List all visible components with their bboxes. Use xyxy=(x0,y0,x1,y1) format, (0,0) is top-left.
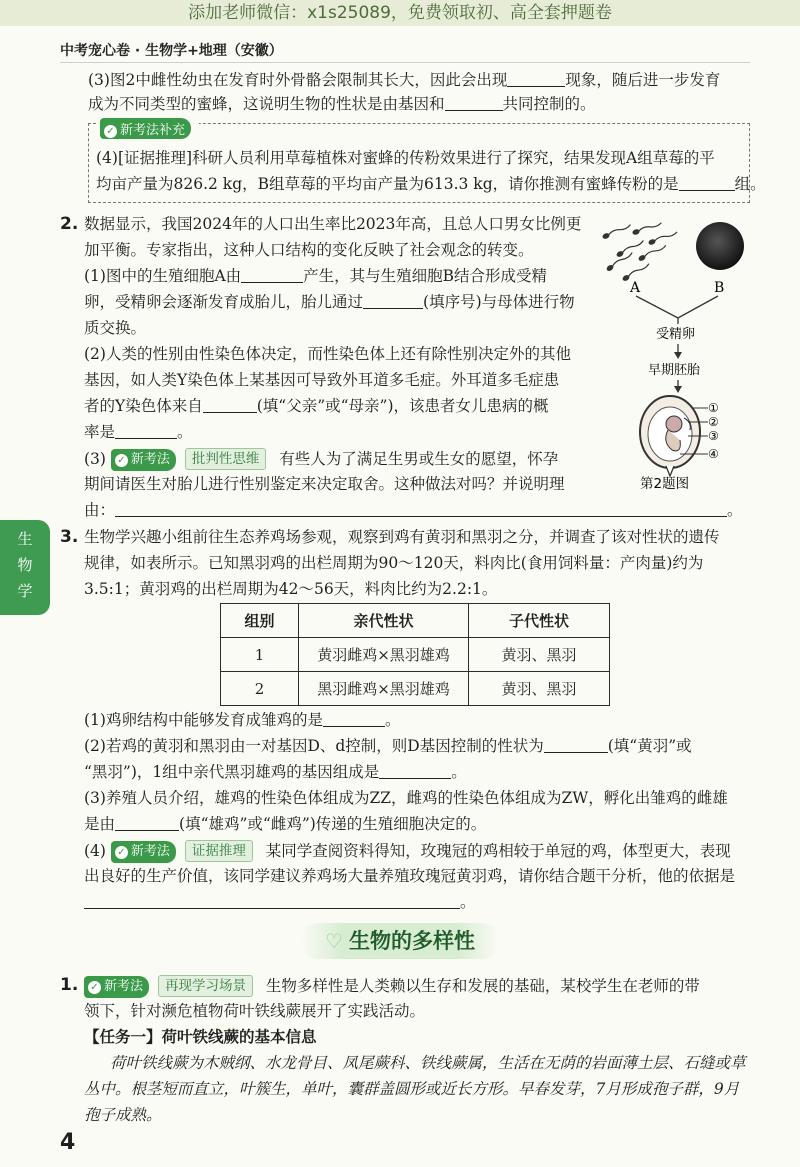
running-header: 中考宠心卷 · 生物学+地理（安徽） xyxy=(60,43,283,59)
q3-line-3: 3.5:1；黄羽鸡的出栏周期为42～56天，料肉比约为2.2:1。 xyxy=(84,580,498,598)
answer-blank[interactable] xyxy=(544,738,608,753)
top-banner: 添加老师微信：x1s25089，免费领取初、高全套押题卷 xyxy=(0,0,800,26)
q2-line-3: (1)图中的生殖细胞A由 产生，其与生殖细胞B结合形成受精 xyxy=(84,267,548,285)
q2-line-5: 质交换。 xyxy=(84,319,147,337)
skill-tag: 批判性思维 xyxy=(185,448,267,470)
p1-line-3: (4)[证据推理]科研人员利用草莓植株对蜜蜂的传粉效果进行了探究，结果发现A组草莓的平 xyxy=(96,149,715,167)
q3-line-1: 生物学兴趣小组前往生态养鸡场参观，观察到鸡有黄羽和黑羽之分，并调查了该对性状的遗传 xyxy=(84,528,720,546)
b1-line-2: 领下，针对濒危植物荷叶铁线蕨展开了实践活动。 xyxy=(84,1002,426,1020)
q2-line-11: 期间请医生对胎儿进行性别鉴定来决定取舍。这种做法对吗？并说明理 xyxy=(84,475,565,493)
q2-line-9: 率是 。 xyxy=(84,423,193,441)
q2-line-6: (2)人类的性别由性染色体决定，而性染色体上还有除性别决定外的其他 xyxy=(84,345,571,363)
table-cell: 黄羽雌鸡×黑羽雄鸡 xyxy=(299,638,469,672)
p1-line-4: 均亩产量为826.2 kg，B组草莓的平均亩产量为613.3 kg，请你推测有蜜蜂传粉的是 组。 xyxy=(96,175,766,193)
new-method-tag: ✓ 新考法 xyxy=(111,841,176,863)
answer-blank[interactable] xyxy=(323,712,385,727)
leaf-icon: ✓ xyxy=(115,846,128,859)
table-header: 组别 xyxy=(221,604,299,638)
table-cell: 黄羽、黑羽 xyxy=(469,638,610,672)
side-tab-char: 物 xyxy=(17,556,33,574)
table-cell: 2 xyxy=(221,672,299,706)
heart-icon: ♡ xyxy=(325,929,343,953)
q2-line-8: 者的Y染色体来自 (填“父亲”或“母亲”)，该患者女儿患病的概 xyxy=(84,397,549,415)
label-a: A xyxy=(630,280,641,296)
q3-sub-5: 是由 (填“雄鸡”或“雌鸡”)传递的生殖细胞决定的。 xyxy=(84,815,487,833)
answer-blank[interactable] xyxy=(679,176,735,191)
leaf-icon: ✓ xyxy=(115,454,128,467)
question-number: 2. xyxy=(60,214,79,234)
subject-side-tab xyxy=(0,520,50,615)
merge-arrow-lines xyxy=(636,296,718,324)
b1-line-1: ✓ 新考法 再现学习场景 生物多样性是人类赖以生存和发展的基础，某校学生在老师的带 xyxy=(84,975,700,998)
embryo-label: 早期胚胎 xyxy=(648,363,701,378)
answer-blank[interactable] xyxy=(115,502,727,517)
table-cell: 黄羽、黑羽 xyxy=(469,672,610,706)
skill-tag: 证据推理 xyxy=(185,840,253,862)
leaf-icon: ✓ xyxy=(88,981,101,994)
label-b: B xyxy=(714,280,725,296)
new-method-tag: ✓ 新考法补充 xyxy=(100,118,191,139)
answer-blank[interactable] xyxy=(445,96,503,111)
answer-blank[interactable] xyxy=(115,424,177,439)
task-heading: 【任务一】荷叶铁线蕨的基本信息 xyxy=(84,1028,317,1046)
q2-line-2: 加平衡。专家指出，这种人口结构的变化反映了社会观念的转变。 xyxy=(84,241,534,259)
new-method-tag: ✓ 新考法 xyxy=(84,976,149,998)
q3-sub-2: (2)若鸡的黄羽和黑羽由一对基因D、d控制，则D基因控制的性状为 (填“黄羽”或 xyxy=(84,737,692,755)
answer-blank[interactable] xyxy=(241,268,303,283)
table-cell: 1 xyxy=(221,638,299,672)
table-header-row xyxy=(221,604,610,638)
answer-blank[interactable] xyxy=(115,816,179,831)
q2-line-12: 由： 。 xyxy=(84,501,743,519)
table-header: 亲代性状 xyxy=(299,604,469,638)
answer-blank[interactable] xyxy=(84,894,460,909)
answer-blank[interactable] xyxy=(379,764,451,779)
section-title: ♡ 生物的多样性 xyxy=(300,923,500,959)
answer-blank[interactable] xyxy=(507,72,565,87)
q2-line-10: (3) ✓ 新考法 批判性思维 有些人为了满足生男或生女的愿望，怀孕 xyxy=(84,448,558,471)
q3-sub-7: 出良好的生产价值，该同学建议养鸡场大量养殖玫瑰冠黄羽鸡，请你结合题干分析，他的依据是 xyxy=(84,867,736,885)
figure-caption: 第2题图 xyxy=(640,476,690,492)
side-tab-char: 生 xyxy=(17,530,33,548)
table-cell: 黑羽雌鸡×黑羽雄鸡 xyxy=(299,672,469,706)
b1-para-1: 荷叶铁线蕨为木贼纲、水龙骨目、凤尾蕨科、铁线蕨属，生活在无荫的岩面薄土层、石缝或草 xyxy=(110,1054,746,1072)
b1-para-3: 孢子成熟。 xyxy=(84,1106,162,1124)
page-number: 4 xyxy=(60,1130,76,1155)
q3-line-2: 规律，如表所示。已知黑羽鸡的出栏周期为90～120天，料肉比(食用饲料量：产肉量)约为 xyxy=(84,554,704,572)
q3-sub-6: (4) ✓ 新考法 证据推理 某同学查阅资料得知，玫瑰冠的鸡相较于单冠的鸡，体型更大，表现 xyxy=(84,840,731,863)
answer-blank[interactable] xyxy=(203,398,257,413)
table-header: 子代性状 xyxy=(469,604,610,638)
leaf-icon: ✓ xyxy=(104,125,117,138)
zygote-label: 受精卵 xyxy=(656,327,696,342)
inheritance-table xyxy=(220,603,610,706)
structure-label-2: ② xyxy=(708,415,719,429)
answer-blank[interactable] xyxy=(363,294,423,309)
q2-line-7: 基因，如人类Y染色体上某基因可导致外耳道多毛症。外耳道多毛症患 xyxy=(84,371,560,389)
new-method-tag: ✓ 新考法 xyxy=(111,449,176,471)
structure-label-1: ① xyxy=(708,401,719,415)
question-number: 1. xyxy=(60,975,79,995)
structure-label-3: ③ xyxy=(708,429,719,443)
question-number: 3. xyxy=(60,527,79,547)
reproduction-figure xyxy=(598,214,758,494)
q3-sub-8: 。 xyxy=(84,892,476,912)
q3-sub-3: “黑羽”)，1组中亲代黑羽雄鸡的基因组成是 。 xyxy=(84,763,467,781)
down-arrowhead-2 xyxy=(674,386,682,393)
p1-line-2: 成为不同类型的蜜蜂，这说明生物的性状是由基因和 共同控制的。 xyxy=(88,95,596,113)
b1-para-2: 丛中。根茎短而直立，叶簇生，单叶，囊群盖圆形或近长方形。早春发芽，7月形成孢子群，9月 xyxy=(84,1080,740,1098)
q3-sub-1: (1)鸡卵结构中能够发育成雏鸡的是 。 xyxy=(84,711,401,729)
q2-line-4: 卵，受精卵会逐渐发育成胎儿，胎儿通过 (填序号)与母体进行物 xyxy=(84,293,575,311)
header-rule xyxy=(60,62,750,63)
p1-line-1: (3)图2中雌性幼虫在发育时外骨骼会限制其长大，因此会出现 现象，随后进一步发育 xyxy=(88,71,721,89)
down-arrowhead-1 xyxy=(674,352,682,359)
sperm-cells xyxy=(602,221,677,281)
egg-cell xyxy=(696,222,744,270)
q2-line-1: 数据显示，我国2024年的人口出生率比2023年高，且总人口男女比例更 xyxy=(84,215,582,233)
supplement-tag-wrap xyxy=(96,118,199,139)
table-row xyxy=(221,672,610,706)
structure-label-4: ④ xyxy=(708,447,719,461)
q3-sub-4: (3)养殖人员介绍，雄鸡的性染色体组成为ZZ，雌鸡的性染色体组成为ZW，孵化出雏鸡的雌雄 xyxy=(84,789,728,807)
skill-tag: 再现学习场景 xyxy=(158,975,253,997)
side-tab-char: 学 xyxy=(17,582,33,600)
table-row xyxy=(221,638,610,672)
